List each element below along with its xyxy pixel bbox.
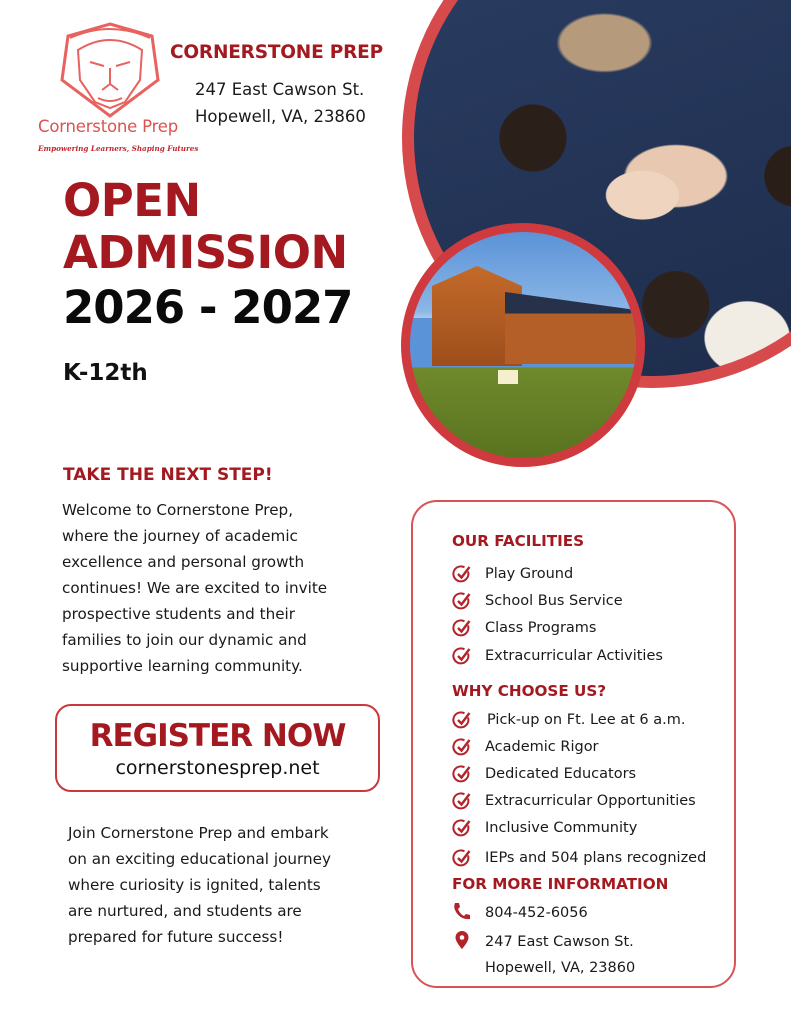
facility-item [452, 645, 663, 667]
facility-item [452, 617, 597, 639]
why-item [452, 790, 696, 812]
facility-label: Extracurricular Activities [485, 648, 663, 664]
school-building-photo [401, 223, 645, 467]
closing-line: Join Cornerstone Prep and embark [68, 824, 329, 842]
closing-line: where curiosity is ignited, talents [68, 876, 321, 894]
hero-line-admission: ADMISSION [63, 226, 348, 279]
more-info-title: FOR MORE INFORMATION [452, 875, 669, 893]
school-name: CORNERSTONE PREP [170, 42, 383, 63]
facility-label: Play Ground [485, 566, 574, 582]
register-url-link[interactable]: cornerstonesprep.net [115, 757, 320, 779]
logo-tagline: Empowering Learners, Shaping Futures [38, 144, 199, 153]
check-circle-icon [452, 848, 472, 868]
phone-number[interactable]: 804-452-6056 [485, 905, 588, 921]
why-item [452, 763, 636, 785]
header-address-line2: Hopewell, VA, 23860 [195, 107, 366, 126]
lawn-sign [498, 370, 518, 384]
facilities-title: OUR FACILITIES [452, 532, 585, 550]
building-wing [505, 292, 636, 364]
school-building-photo-image [410, 232, 636, 458]
intro-line: Welcome to Cornerstone Prep, [62, 501, 294, 519]
grade-range: K-12th [63, 360, 148, 386]
why-choose-title: WHY CHOOSE US? [452, 682, 607, 700]
intro-line: families to join our dynamic and [62, 631, 307, 649]
why-label: Dedicated Educators [485, 766, 637, 782]
next-step-heading: TAKE THE NEXT STEP! [63, 465, 273, 485]
check-circle-icon [452, 818, 472, 838]
school-logo [30, 20, 199, 160]
intro-paragraph [62, 497, 382, 679]
why-item [452, 709, 686, 731]
why-label: Academic Rigor [485, 739, 599, 755]
contact-address-line2: Hopewell, VA, 23860 [485, 960, 636, 976]
why-label: Inclusive Community [485, 820, 638, 836]
why-label: IEPs and 504 plans recognized [485, 850, 707, 866]
check-circle-icon [452, 564, 472, 584]
check-circle-icon [452, 710, 472, 730]
why-item [452, 736, 599, 758]
check-circle-icon [452, 646, 472, 666]
contact-address-line1: 247 East Cawson St. [485, 934, 634, 950]
facility-label: School Bus Service [485, 593, 623, 609]
why-label: Pick-up on Ft. Lee at 6 a.m. [487, 712, 686, 728]
why-label: Extracurricular Opportunities [485, 793, 696, 809]
intro-line: continues! We are excited to invite [62, 579, 328, 597]
register-title[interactable]: REGISTER NOW [89, 718, 346, 754]
register-now-box[interactable] [55, 704, 380, 792]
check-circle-icon [452, 737, 472, 757]
contact-phone[interactable] [452, 900, 588, 926]
logo-wordmark: Cornerstone Prep [38, 117, 179, 136]
hero-years: 2026 - 2027 [63, 281, 353, 334]
facility-label: Class Programs [485, 620, 597, 636]
why-item [452, 847, 706, 869]
check-circle-icon [452, 764, 472, 784]
closing-paragraph [68, 820, 388, 950]
phone-icon [452, 900, 472, 922]
facility-item [452, 563, 573, 585]
closing-line: prepared for future success! [68, 928, 284, 946]
closing-line: are nurtured, and students are [68, 902, 302, 920]
check-circle-icon [452, 618, 472, 638]
facility-item [452, 590, 623, 612]
intro-line: excellence and personal growth [62, 553, 305, 571]
location-pin-icon [452, 929, 472, 951]
check-circle-icon [452, 591, 472, 611]
contact-address [452, 929, 635, 981]
intro-line: prospective students and their [62, 605, 296, 623]
closing-line: on an exciting educational journey [68, 850, 331, 868]
header-address-line1: 247 East Cawson St. [195, 80, 365, 99]
hero-line-open: OPEN [63, 174, 201, 227]
why-item [452, 817, 637, 839]
check-circle-icon [452, 791, 472, 811]
lion-icon [30, 20, 190, 120]
intro-line: where the journey of academic [62, 527, 298, 545]
intro-line: supportive learning community. [62, 657, 303, 675]
